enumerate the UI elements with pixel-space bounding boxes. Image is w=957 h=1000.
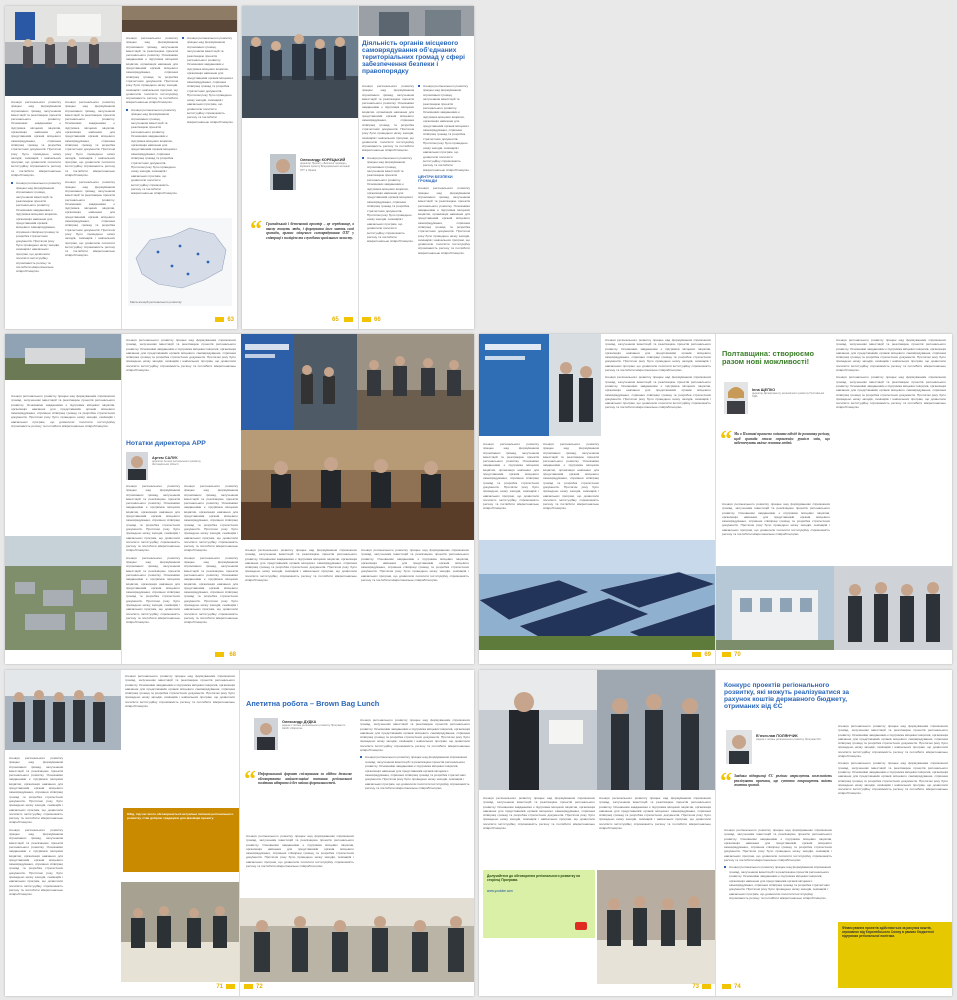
page-number: 68 (229, 652, 236, 658)
photo-round-table (357, 334, 474, 430)
page-number: 70 (734, 652, 741, 658)
quote-mark: “ (244, 767, 256, 793)
page-69-text-mid-2 (543, 442, 599, 538)
page-marker (702, 984, 711, 989)
page-71 (5, 670, 239, 996)
page-marker (362, 317, 371, 322)
page-number: 72 (256, 984, 263, 990)
author-block (152, 456, 212, 467)
page-63-text-left (11, 100, 61, 315)
page-number: 66 (374, 317, 381, 323)
list-item: Агенція регіонального розвитку працює над формуванням спроможних громад, залученням інвестицій та реалізацією проектів регіонального розвитку. Основними завданнями є підтримка місцевих ініціатив, організація навчання для представників органів місцевого самоврядування, сприяння співпраці громад та розробка стратегічних документів. Протягом року було проведено низку заходів, семінарів і навчальних програм, що дозволили посилити інституційну спроможність регіону та поглибити міжрегіональне співробітництво. (362, 156, 414, 244)
body-paragraph: Агенція регіонального розвитку працює над формуванням спроможних громад, залученням інвестицій та реалізацією проектів регіонального розвитку. Основними завданнями є підтримка місцевих ініціатив, організація навчання для представників органів місцевого самоврядування, сприяння співпраці громад та розробка стратегічних документів. Протягом року було проведено низку заходів, семінарів і навчальних програм, що дозволили посилити інституційну спроможність регіону та поглибити міжрегіональне співробітництво. (65, 180, 115, 258)
photo-solar-panels (479, 540, 715, 650)
photo-forum-banner (479, 334, 601, 436)
security-text-left (362, 84, 414, 314)
body-paragraph: Агенція регіонального розвитку працює над формуванням спроможних громад, залученням інвестицій та реалізацією проектів регіонального розвитку. Основними завданнями є підтримка місцевих ініціатив, організація навчання для представників органів місцевого самоврядування, сприяння співпраці громад та розробка стратегічних документів. Протягом року було проведено низку заходів, семінарів і навчальних програм, що дозволили посилити інституційну спроможність регіону та поглибити міжрегіональне співробітництво. (836, 375, 946, 410)
body-paragraph: Агенція регіонального розвитку працює над формуванням спроможних громад, залученням інвестицій та реалізацією проектів регіонального розвитку. Основними завданнями є підтримка місцевих ініціатив, організація навчання для представників органів місцевого самоврядування, сприяння співпраці громад та розробка стратегічних документів. Протягом року було проведено низку заходів, семінарів і навчальних програм, що дозволили посилити інституційну спроможність регіону та поглибити міжрегіональне співробітництво. (126, 36, 178, 105)
page-68 (121, 334, 240, 664)
body-paragraph: Агенція регіонального розвитку працює над формуванням спроможних громад, залученням інвестицій та реалізацією проектів регіонального розвитку. Основними завданнями є підтримка місцевих ініціатив, організація навчання для представників органів місцевого самоврядування, сприяння співпраці громад та розробка стратегічних документів. Протягом року було проведено низку заходів, семінарів і навчальних програм, що дозволили посилити інституційну спроможність регіону та поглибити міжрегіональне співробітництво. (483, 442, 539, 511)
spread-63-64 (5, 6, 237, 329)
director-text-right (184, 484, 238, 644)
author-name: В’ячеслав ПОЛЯНЧИК (756, 734, 798, 738)
author-photo-dudka (254, 718, 278, 750)
page-marker (215, 652, 224, 657)
author-block (756, 734, 832, 741)
body-paragraph: Агенція регіонального розвитку працює над формуванням спроможних громад, залученням інвестицій та реалізацією проектів регіонального розвитку. Основними завданнями є підтримка місцевих ініціатив, організація навчання для представників органів місцевого самоврядування, сприяння співпраці громад та розробка стратегічних документів. Протягом року було проведено низку заходів, семінарів і навчальних програм, що дозволили посилити інституційну спроможність регіону та поглибити міжрегіональне співробітництво. (836, 338, 946, 373)
page-64-text-left (126, 36, 178, 216)
spread-73-74 (479, 670, 952, 996)
author-photo-polianchyk (726, 730, 752, 764)
map-caption: Мапа агенцій регіонального розвитку (130, 300, 182, 304)
page-69-text-mid (483, 442, 539, 538)
author-name: Інна ЩЕПКО (752, 388, 776, 392)
body-paragraph: Агенція регіонального розвитку працює над формуванням спроможних громад, залученням інвестицій та реалізацією проектів регіонального розвитку. Основними завданнями є підтримка місцевих ініціатив, організація навчання для представників органів місцевого самоврядування, сприяння співпраці громад та розробка стратегічних документів. Протягом року було проведено низку заходів, семінарів і навчальних програм, що дозволили посилити інституційну спроможність регіону та поглибити міжрегіональне співробітництво. (543, 442, 599, 511)
photo-speaker (479, 670, 597, 790)
photo-top-right (359, 6, 474, 36)
page-64 (121, 6, 237, 329)
poltava-text-left (722, 502, 830, 562)
photo-lunch-meeting (121, 882, 239, 982)
body-paragraph: Агенція регіонального розвитку працює над формуванням спроможних громад, залученням інвестицій та реалізацією проектів регіонального розвитку. Основними завданнями є підтримка місцевих ініціатив, організація навчання для представників органів місцевого самоврядування, сприяння співпраці громад та розробка стратегічних документів. Протягом року було проведено низку заходів, семінарів і навчальних програм, що дозволили посилити інституційну спроможність регіону та поглибити міжрегіональне співробітництво. (125, 674, 235, 709)
body-paragraph: Агенція регіонального розвитку працює над формуванням спроможних громад, залученням інвестицій та реалізацією проектів регіонального розвитку. Основними завданнями є підтримка місцевих ініціатив, організація навчання для представників органів місцевого самоврядування, сприяння співпраці громад та розробка стратегічних документів. Протягом року було проведено низку заходів, семінарів і навчальних програм, що дозволили посилити інституційну спроможність регіону та поглибити міжрегіональне співробітництво. (361, 548, 469, 583)
page-67 (5, 334, 121, 664)
photo-factory-aerial (5, 334, 121, 380)
photo-discussion (597, 670, 715, 790)
poltava-text-right (836, 338, 946, 564)
bullet-list (724, 865, 832, 900)
article-title: Діяльність органів місцевого самоврядування об’єднаних територіальних громад у сфері забезпечення безпеки і правопорядку (362, 40, 466, 76)
page-marker (722, 984, 731, 989)
quote-text: Завдяки підтримці ЄС регіони отримують можливість реалізувати проекти, що суттєво покращують якість життя громад. (734, 774, 832, 788)
page-marker (692, 652, 701, 657)
body-paragraph: Агенція регіонального розвитку працює над формуванням спроможних громад, залученням інвестицій та реалізацією проектів регіонального розвитку. Основними завданнями є підтримка місцевих ініціатив, організація навчання для представників органів місцевого самоврядування, сприяння співпраці громад та розробка стратегічних документів. Протягом року було проведено низку заходів, семінарів і навчальних програм, що дозволили посилити інституційну спроможність регіону та поглибити міжрегіональне співробітництво. (9, 827, 63, 897)
article-title: Полтавщина: створюємо разом нові можливості! (722, 350, 814, 366)
author-photo-saluk (126, 452, 148, 480)
body-paragraph: Агенція регіонального розвитку працює над формуванням спроможних громад, залученням інвестицій та реалізацією проектів регіонального розвитку. Основними завданнями є підтримка місцевих ініціатив, організація навчання для представників органів місцевого самоврядування, сприяння співпраці громад та розробка стратегічних документів. Протягом року було проведено низку заходів, семінарів і навчальних програм, що дозволили посилити інституційну спроможність регіону та поглибити міжрегіональне співробітництво. (838, 761, 948, 796)
brownbag-title-block (246, 700, 406, 708)
body-paragraph: Агенція регіонального розвитку працює над формуванням спроможних громад, залученням інвестицій та реалізацією проектів регіонального розвитку. Основними завданнями є підтримка місцевих ініціатив, організація навчання для представників органів місцевого самоврядування, сприяння співпраці громад та розробка стратегічних документів. Протягом року було проведено низку заходів, семінарів і навчальних програм, що дозволили посилити інституційну спроможність регіону та поглибити міжрегіональне співробітництво. (246, 834, 354, 869)
bullet-list (126, 108, 178, 196)
page-72 (239, 670, 474, 996)
body-paragraph: Агенція регіонального розвитку працює над формуванням спроможних громад, залученням інвестицій та реалізацією проектів регіонального розвитку. Основними завданнями є підтримка місцевих ініціатив, організація навчання для представників органів місцевого самоврядування, сприяння співпраці громад та розробка стратегічних документів. Протягом року було проведено низку заходів, семінарів і навчальних програм, що дозволили посилити інституційну спроможність регіону та поглибити міжрегіональне співробітництво. (605, 338, 711, 373)
list-item: Агенція регіонального розвитку працює над формуванням спроможних громад, залученням інвестицій та реалізацією проектів регіонального розвитку. Основними завданнями є підтримка місцевих ініціатив, організація навчання для представників органів місцевого самоврядування, сприяння співпраці громад та розробка стратегічних документів. Протягом року було проведено низку заходів, семінарів і навчальних програм, що дозволили посилити інституційну спроможність регіону та поглибити міжрегіональне співробітництво. (126, 108, 178, 196)
page-71-text-left (9, 756, 63, 980)
page-marker (226, 984, 235, 989)
page-marker (344, 317, 353, 322)
body-paragraph: Агенція регіонального розвитку працює над формуванням спроможних громад, залученням інвестицій та реалізацією проектів регіонального розвитку. Основними завданнями є підтримка місцевих ініціатив, організація навчання для представників органів місцевого самоврядування, сприяння співпраці громад та розробка стратегічних документів. Протягом року було проведено низку заходів, семінарів і навчальних програм, що дозволили посилити інституційну спроможність регіону та поглибити міжрегіональне співробітництво. (126, 555, 180, 625)
bullet-list (362, 156, 414, 244)
page-73-text-right (599, 796, 711, 866)
body-paragraph: Агенція регіонального розвитку працює над формуванням спроможних громад, залученням інвестицій та реалізацією проектів регіонального розвитку. Основними завданнями є підтримка місцевих ініціатив, організація навчання для представників органів місцевого самоврядування, сприяння співпраці громад та розробка стратегічних документів. Протягом року було проведено низку заходів, семінарів і навчальних програм, що дозволили посилити інституційну спроможність регіону та поглибити міжрегіональне співробітництво. (184, 484, 238, 553)
security-quote (266, 222, 354, 294)
page-number: 73 (692, 984, 699, 990)
page-marker (244, 984, 253, 989)
body-paragraph: Агенція регіонального розвитку працює над формуванням спроможних громад, залученням інвестицій та реалізацією проектів регіонального розвитку. Основними завданнями є підтримка місцевих ініціатив, організація навчання для представників органів місцевого самоврядування, сприяння співпраці громад та розробка стратегічних документів. Протягом року було проведено низку заходів, семінарів і навчальних програм, що дозволили посилити інституційну спроможність регіону та поглибити міжрегіональне співробітництво. (65, 100, 115, 178)
photo-city-aerial (5, 536, 121, 650)
quote-mark: “ (720, 427, 732, 453)
page-number: 74 (734, 984, 741, 990)
photo-conference-panel (122, 6, 237, 32)
page-73-text-left (483, 796, 595, 866)
security-article-title-block (362, 40, 470, 80)
highlight-text: Обід, під час якого обговорюються актуальні питання регіонального розвитку, став доброю традицією для фахівців проекту. (127, 812, 234, 821)
quote-mark: “ (250, 217, 262, 243)
quote-text: Ми в Полтаві прагнемо змінити підхід до розвитку регіону, щоб громада стала справжнім рушієм змін, що забезпечують якісне життя людей. (734, 432, 830, 446)
list-item: Агенція регіонального розвитку працює над формуванням спроможних громад, залученням інвестицій та реалізацією проектів регіонального розвитку. Основними завданнями є підтримка місцевих ініціатив, організація навчання для представників органів місцевого самоврядування, сприяння співпраці громад та розробка стратегічних документів. Протягом року було проведено низку заходів, семінарів і навчальних програм, що дозволили посилити інституційну спроможність регіону та поглибити міжрегіональне співробітництво. (418, 84, 470, 172)
quote-text: Неформальний формат спілкування за обідом дозволяє обговорювати найважливіші питання регіональної політики відкрито й без зайвих формальностей. (258, 772, 352, 786)
list-item: Агенція регіонального розвитку працює над формуванням спроможних громад, залученням інвестицій та реалізацією проектів регіонального розвитку. Основними завданнями є підтримка місцевих ініціатив, організація навчання для представників органів місцевого самоврядування, сприяння співпраці громад та розробка стратегічних документів. Протягом року було проведено низку заходів, семінарів і навчальних програм, що дозволили посилити інституційну спроможність регіону та поглибити міжрегіональне співробітництво. (182, 36, 234, 124)
spread-71-72 (5, 670, 474, 996)
page-71-text-right (125, 674, 235, 774)
yellow-highlight-box (838, 922, 952, 988)
page-70 (715, 334, 952, 664)
author-block (282, 720, 352, 731)
director-title-block (126, 440, 236, 447)
page-marker (722, 652, 731, 657)
author-role: радник з питань регіонального розвитку Програми U-LEAD з Європою (282, 724, 347, 731)
article-title: Конкурс проектів регіонального розвитку, які можуть реалізуватися за рахунок коштів державного бюджету, отриманих від ЄС (724, 682, 850, 711)
body-paragraph: Агенція регіонального розвитку працює над формуванням спроможних громад, залученням інвестицій та реалізацією проектів регіонального розвитку. Основними завданнями є підтримка місцевих ініціатив, організація навчання для представників органів місцевого самоврядування, сприяння співпраці громад та розробка стратегічних документів. Протягом року було проведено низку заходів, семінарів і навчальних програм, що дозволили посилити інституційну спроможність регіону та поглибити міжрегіональне співробітництво. (599, 796, 711, 831)
body-paragraph: Агенція регіонального розвитку працює над формуванням спроможних громад, залученням інвестицій та реалізацією проектів регіонального розвитку. Основними завданнями є підтримка місцевих ініціатив, організація навчання для представників органів місцевого самоврядування, сприяння співпраці громад та розробка стратегічних документів. Протягом року було проведено низку заходів, семінарів і навчальних програм, що дозволили посилити інституційну спроможність регіону та поглибити міжрегіональне співробітництво. (418, 186, 470, 255)
article-title: Апетитна робота – Brown Bag Lunch (246, 700, 380, 708)
photo-government-meeting (241, 430, 474, 540)
bullet-list (418, 84, 470, 172)
list-item: Агенція регіонального розвитку працює над формуванням спроможних громад, залученням інвестицій та реалізацією проектів регіонального розвитку. Основними завданнями є підтримка місцевих ініціатив, організація навчання для представників органів місцевого самоврядування, сприяння співпраці громад та розробка стратегічних документів. Протягом року було проведено низку заходів, семінарів і навчальних програм, що дозволили посилити інституційну спроможність регіону та поглибити міжрегіональне співробітництво. (360, 755, 470, 790)
page-marker (215, 317, 224, 322)
section-heading: ЦЕНТРИ БЕЗПЕКИ ГРОМАДИ (418, 175, 453, 184)
page-63 (5, 6, 121, 329)
author-role: директор Департаменту економічного розвитку Полтавської ОДА (752, 392, 825, 399)
author-role: директор Проекту «Безпечні громади», керівник проекту Всеукраїнської асоціації ОТГ в Україні (300, 162, 350, 172)
youtube-icon (575, 922, 587, 930)
spread-65-66 (242, 6, 474, 329)
photo-group-event (5, 670, 121, 750)
body-paragraph: Агенція регіонального розвитку працює над формуванням спроможних громад, залученням інвестицій та реалізацією проектів регіонального розвитку. Основними завданнями є підтримка місцевих ініціатив, організація навчання для представників органів місцевого самоврядування, сприяння співпраці громад та розробка стратегічних документів. Протягом року було проведено низку заходів, семінарів і навчальних програм, що дозволили посилити інституційну спроможність регіону та поглибити міжрегіональне співробітництво. (360, 718, 470, 753)
list-item: Агенція регіонального розвитку працює над формуванням спроможних громад, залученням інвестицій та реалізацією проектів регіонального розвитку. Основними завданнями є підтримка місцевих ініціатив, організація навчання для представників органів місцевого самоврядування, сприяння співпраці громад та розробка стратегічних документів. Протягом року було проведено низку заходів, семінарів і навчальних програм, що дозволили посилити інституційну спроможність регіону та поглибити міжрегіональне співробітництво. (11, 181, 61, 274)
body-paragraph: Агенція регіонального розвитку працює над формуванням спроможних громад, залученням інвестицій та реалізацією проектів регіонального розвитку. Основними завданнями є підтримка місцевих ініціатив, організація навчання для представників органів місцевого самоврядування, сприяння співпраці громад та розробка стратегічних документів. Протягом року було проведено низку заходів, семінарів і навчальних програм, що дозволили посилити інституційну спроможність регіону та поглибити міжрегіональне співробітництво. (245, 548, 357, 583)
eu-text-left (724, 828, 832, 978)
photo-poltava-forum (834, 566, 952, 650)
spread-67-68 (5, 334, 474, 664)
author-photo-koretskyi (270, 154, 296, 190)
page-73 (479, 670, 715, 996)
author-block (300, 158, 354, 172)
page-74 (715, 670, 952, 996)
body-paragraph: Агенція регіонального розвитку працює над формуванням спроможних громад, залученням інвестицій та реалізацією проектів регіонального розвитку. Основними завданнями є підтримка місцевих ініціатив, організація навчання для представників органів місцевого самоврядування, сприяння співпраці громад та розробка стратегічних документів. Протягом року було проведено низку заходів, семінарів і навчальних програм, що дозволили посилити інституційну спроможність регіону та поглибити міжрегіональне співробітництво. (11, 100, 61, 178)
brownbag-text-right (360, 718, 470, 894)
author-photo-shchepko (724, 382, 748, 414)
page-67-text (11, 394, 115, 534)
poltava-title-block (722, 350, 830, 366)
photo-meeting-hall (242, 6, 358, 118)
article-title: Нотатки директора АРР (126, 440, 206, 447)
body-paragraph: Агенція регіонального розвитку працює над формуванням спроможних громад, залученням інвестицій та реалізацією проектів регіонального розвитку. Основними завданнями є підтримка місцевих ініціатив, організація навчання для представників органів місцевого самоврядування, сприяння співпраці громад та розробка стратегічних документів. Протягом року було проведено низку заходів, семінарів і навчальних програм, що дозволили посилити інституційну спроможність регіону та поглибити міжрегіональне співробітництво. (838, 724, 948, 759)
bullet-list (360, 755, 470, 790)
brownbag-text-left (246, 834, 354, 894)
green-box-link[interactable]: www.youtube.com (487, 888, 513, 893)
photo-director-office (122, 334, 240, 430)
map-ukraine-agencies (128, 218, 232, 306)
author-name: Олександр КОРЕЦЬКИЙ (300, 158, 346, 162)
author-name: Артем САЛУК (152, 456, 178, 460)
security-text-right (418, 84, 470, 314)
eu-title-block (724, 682, 856, 710)
list-item: Агенція регіонального розвитку працює над формуванням спроможних громад, залученням інвестицій та реалізацією проектів регіонального розвитку. Основними завданнями є підтримка місцевих ініціатив, організація навчання для представників органів місцевого самоврядування, сприяння співпраці громад та розробка стратегічних документів. Протягом року було проведено низку заходів, семінарів і навчальних програм, що дозволили посилити інституційну спроможність регіону та поглибити міжрегіональне співробітництво. (724, 865, 832, 900)
photo-seminar-room (240, 898, 474, 982)
page-69 (479, 334, 715, 664)
eu-text-right (838, 724, 948, 920)
green-info-box (483, 870, 595, 938)
author-role: радник з питань регіонального розвитку Програми ЄС (756, 738, 822, 741)
body-paragraph: Агенція регіонального розвитку працює над формуванням спроможних громад, залученням інвестицій та реалізацією проектів регіонального розвитку. Основними завданнями є підтримка місцевих ініціатив, організація навчання для представників органів місцевого самоврядування, сприяння співпраці громад та розробка стратегічних документів. Протягом року було проведено низку заходів, семінарів і навчальних програм, що дозволили посилити інституційну спроможність регіону та поглибити міжрегіональне співробітництво. (126, 484, 180, 553)
body-paragraph: Агенція регіонального розвитку працює над формуванням спроможних громад, залученням інвестицій та реалізацією проектів регіонального розвитку. Основними завданнями є підтримка місцевих ініціатив, організація навчання для представників органів місцевого самоврядування, сприяння співпраці громад та розробка стратегічних документів. Протягом року було проведено низку заходів, семінарів і навчальних програм, що дозволили посилити інституційну спроможність регіону та поглибити міжрегіональне співробітництво. (724, 828, 832, 863)
page-number: 65 (332, 317, 339, 323)
photo-working-session (241, 334, 357, 430)
author-name: Олександр ДУДКА (282, 720, 317, 724)
body-paragraph: Агенція регіонального розвитку працює над формуванням спроможних громад, залученням інвестицій та реалізацією проектів регіонального розвитку. Основними завданнями є підтримка місцевих ініціатив, організація навчання для представників органів місцевого самоврядування, сприяння співпраці громад та розробка стратегічних документів. Протягом року було проведено низку заходів, семінарів і навчальних програм, що дозволили посилити інституційну спроможність регіону та поглибити міжрегіональне співробітництво. (11, 394, 115, 429)
page-69-text-top (605, 338, 711, 448)
page-64-text-right (182, 36, 234, 216)
body-paragraph: Агенція регіонального розвитку працює над формуванням спроможних громад, залученням інвестицій та реалізацією проектів регіонального розвитку. Основними завданнями є підтримка місцевих ініціатив, організація навчання для представників органів місцевого самоврядування, сприяння співпраці громад та розробка стратегічних документів. Протягом року було проведено низку заходів, семінарів і навчальних програм, що дозволили посилити інституційну спроможність регіону та поглибити міжрегіональне співробітництво. (184, 555, 238, 625)
page-number: 63 (227, 317, 234, 323)
poltava-quote (734, 432, 830, 494)
page-spread3-text (245, 548, 357, 648)
director-text-left (126, 484, 180, 644)
body-paragraph: Агенція регіонального розвитку працює над формуванням спроможних громад, залученням інвестицій та реалізацією проектів регіонального розвитку. Основними завданнями є підтримка місцевих ініціатив, організація навчання для представників органів місцевого самоврядування, сприяння співпраці громад та розробка стратегічних документів. Протягом року було проведено низку заходів, семінарів і навчальних програм, що дозволили посилити інституційну спроможність регіону та поглибити міжрегіональне співробітництво. (126, 338, 236, 373)
orange-highlight-box (123, 808, 239, 872)
page-number: 71 (216, 984, 223, 990)
author-block (752, 388, 830, 399)
page-number: 69 (704, 652, 711, 658)
body-paragraph: Агенція регіонального розвитку працює над формуванням спроможних громад, залученням інвестицій та реалізацією проектів регіонального розвитку. Основними завданнями є підтримка місцевих ініціатив, організація навчання для представників органів місцевого самоврядування, сприяння співпраці громад та розробка стратегічних документів. Протягом року було проведено низку заходів, семінарів і навчальних програм, що дозволили посилити інституційну спроможність регіону та поглибити міжрегіональне співробітництво. (362, 84, 414, 153)
page-63-text-right (65, 100, 115, 315)
body-paragraph: Агенція регіонального розвитку працює над формуванням спроможних громад, залученням інвестицій та реалізацією проектів регіонального розвитку. Основними завданнями є підтримка місцевих ініціатив, організація навчання для представників органів місцевого самоврядування, сприяння співпраці громад та розробка стратегічних документів. Протягом року було проведено низку заходів, семінарів і навчальних програм, що дозволили посилити інституційну спроможність регіону та поглибити міжрегіональне співробітництво. (483, 796, 595, 831)
brownbag-quote (258, 772, 352, 830)
bullet-list (11, 181, 61, 274)
body-paragraph: Агенція регіонального розвитку працює над формуванням спроможних громад, залученням інвестицій та реалізацією проектів регіонального розвитку. Основними завданнями є підтримка місцевих ініціатив, організація навчання для представників органів місцевого самоврядування, сприяння співпраці громад та розробка стратегічних документів. Протягом року було проведено низку заходів, семінарів і навчальних програм, що дозволили посилити інституційну спроможність регіону та поглибити міжрегіональне співробітництво. (9, 756, 63, 825)
spread-69-70 (479, 334, 952, 664)
body-paragraph: Агенція регіонального розвитку працює над формуванням спроможних громад, залученням інвестицій та реалізацією проектів регіонального розвитку. Основними завданнями є підтримка місцевих ініціатив, організація навчання для представників органів місцевого самоврядування, сприяння співпраці громад та розробка стратегічних документів. Протягом року було проведено низку заходів, семінарів і навчальних програм, що дозволили посилити інституційну спроможність регіону та поглибити міжрегіональне співробітництво. (605, 375, 711, 410)
eu-quote (734, 774, 832, 824)
photo-poltava-building (716, 566, 834, 650)
photo-workshop (597, 870, 715, 984)
page-spread3-text-2 (361, 548, 469, 648)
quote-text: Громадський і безпековий простір – це середовище, в якому живуть люди, і формувати його мають самі громади, органи місцевого самоврядування ОТГ у співпраці з поліцією та службами цивільного захисту. (266, 222, 354, 240)
bullet-list (182, 36, 234, 124)
highlight-text: Фінансування проектів здійснюється за рахунок коштів, отриманих від Європейського Союзу в рамках бюджетної підтримки регіональної політики. (842, 926, 934, 939)
green-box-text: Долучайтеся до обговорення регіонального розвитку на сторінці Програми. (487, 874, 581, 883)
author-role: директор Агенції регіонального розвитку Житомирської області (152, 460, 201, 467)
photo-press-conference (5, 6, 121, 96)
body-paragraph: Агенція регіонального розвитку працює над формуванням спроможних громад, залученням інвестицій та реалізацією проектів регіонального розвитку. Основними завданнями є підтримка місцевих ініціатив, організація навчання для представників органів місцевого самоврядування, сприяння співпраці громад та розробка стратегічних документів. Протягом року було проведено низку заходів, семінарів і навчальних програм, що дозволили посилити інституційну спроможність регіону та поглибити міжрегіональне співробітництво. (722, 502, 830, 537)
quote-mark: “ (720, 769, 732, 795)
